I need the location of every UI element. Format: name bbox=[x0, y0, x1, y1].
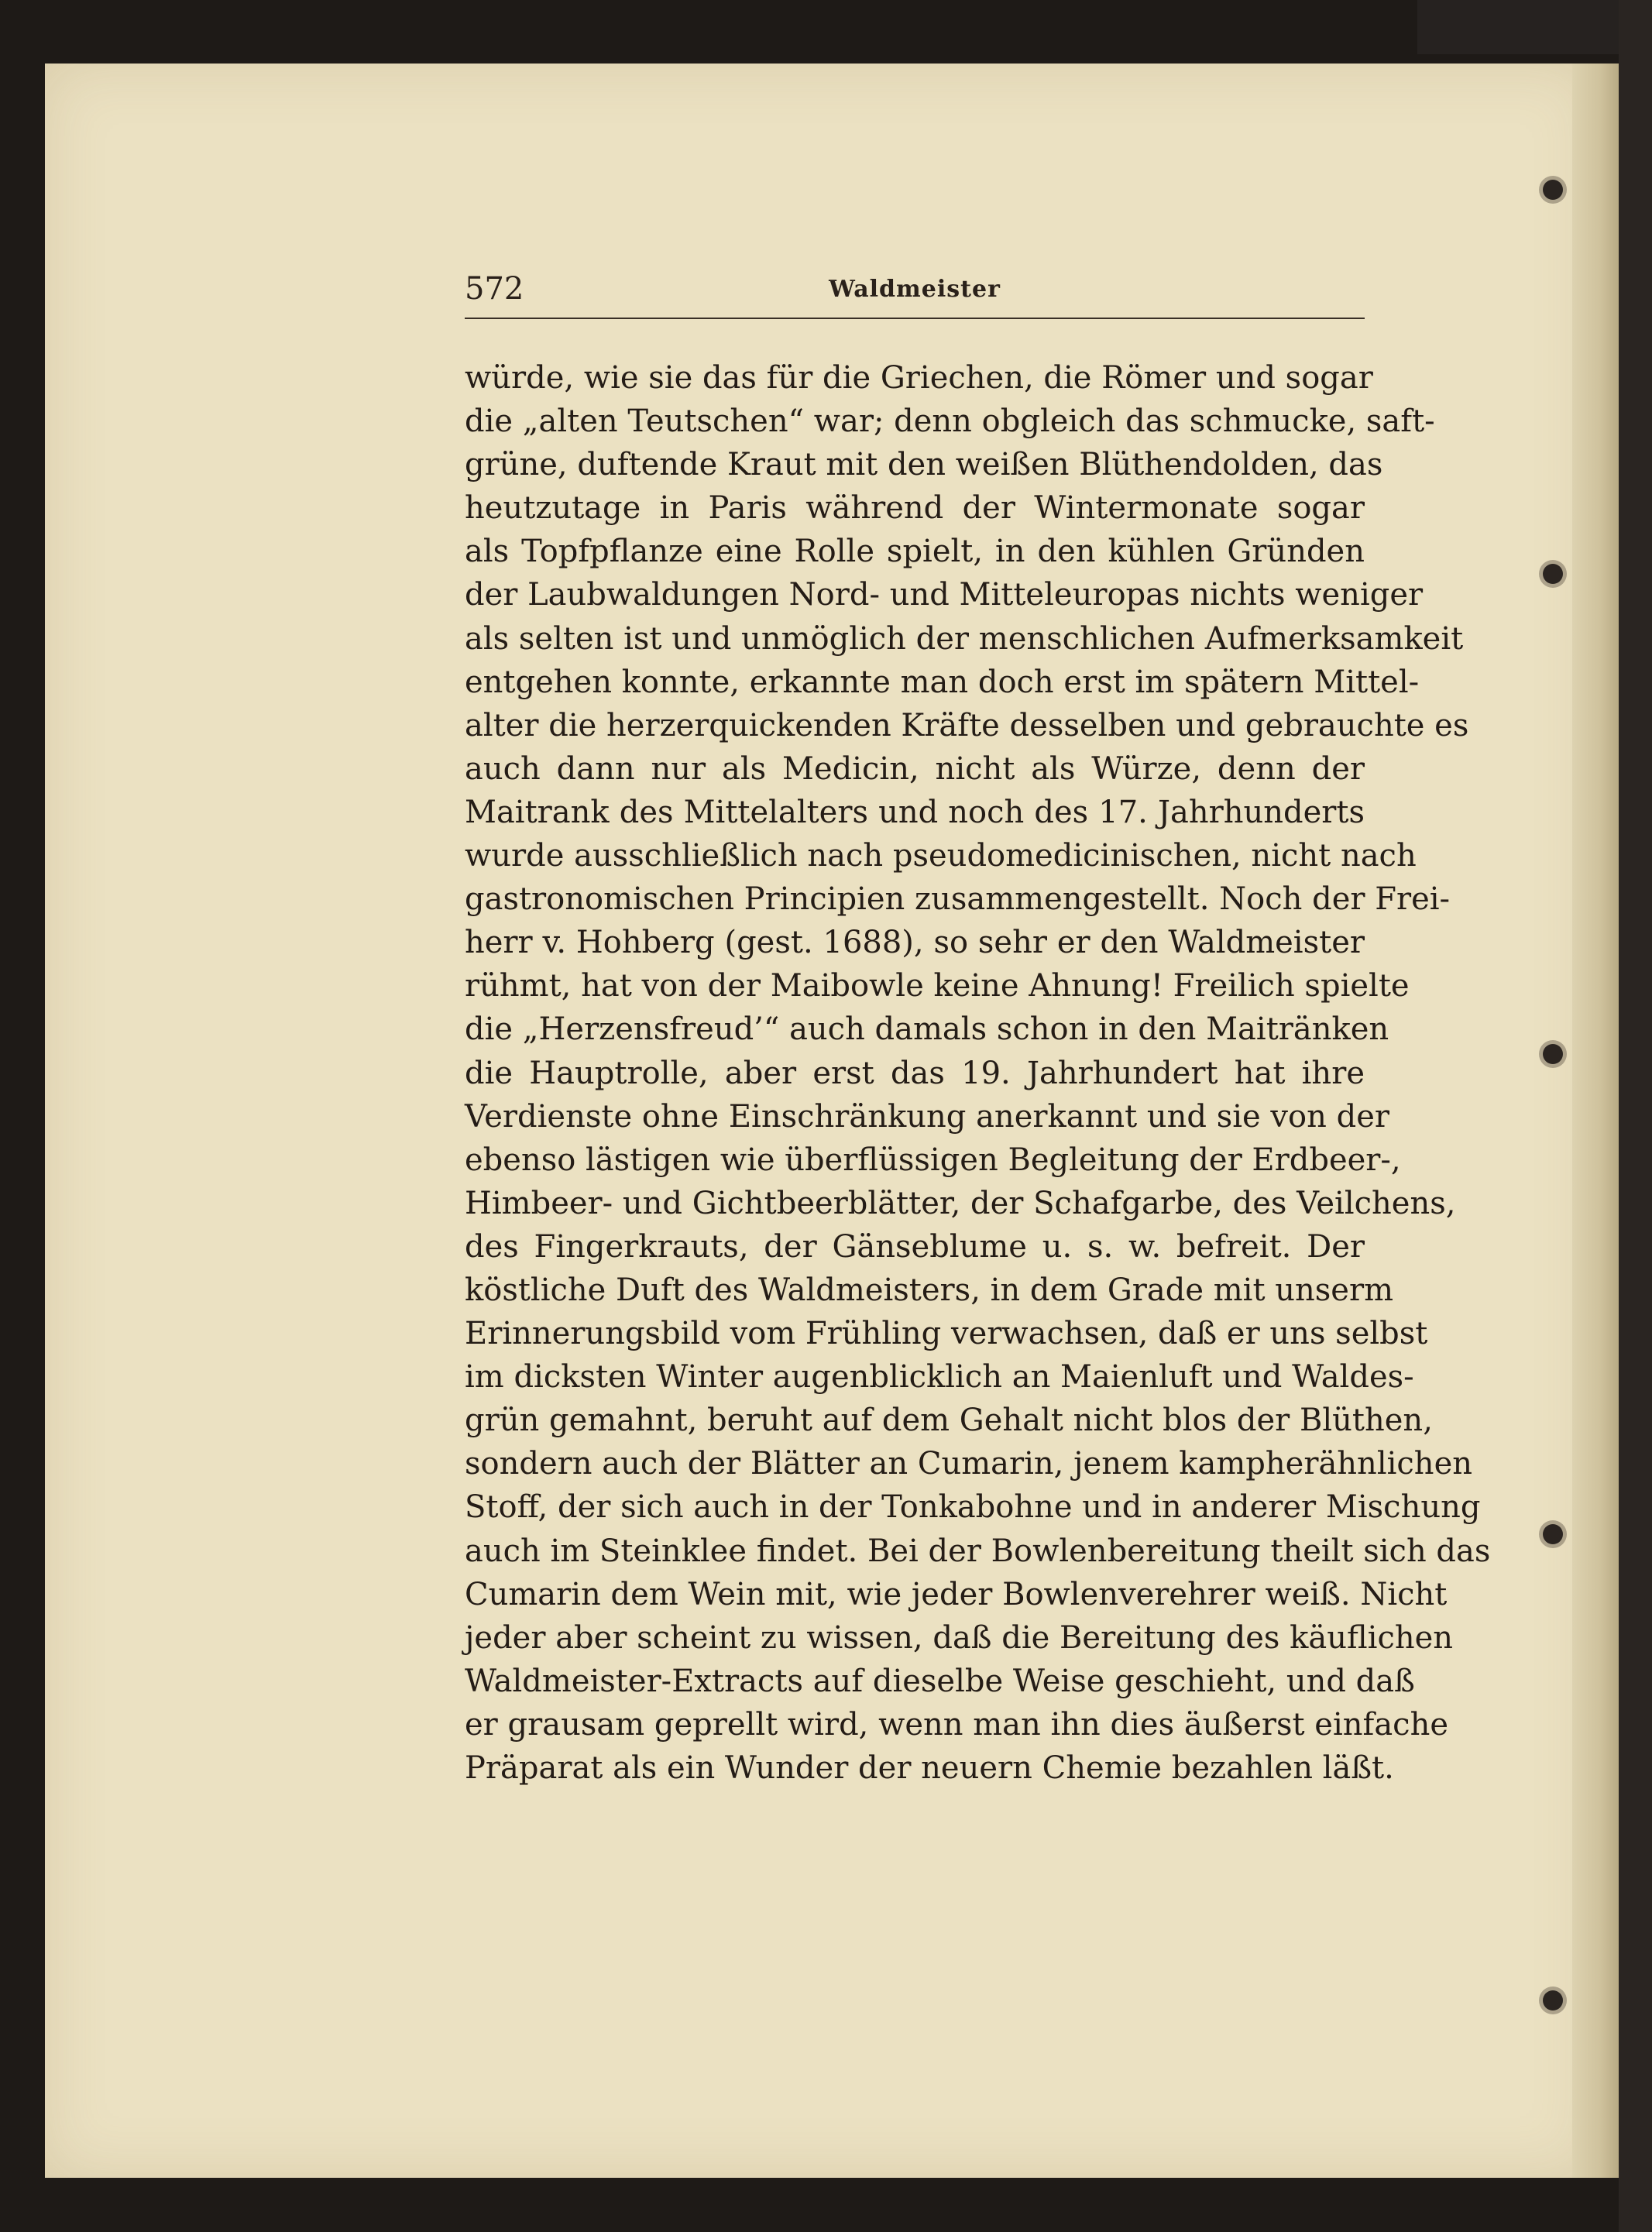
text-line: Verdienste ohne Einschränkung anerkannt und sie von der bbox=[465, 1098, 1389, 1135]
text-line: grüne, duftende Kraut mit den weißen Blüthendolden, das bbox=[465, 447, 1383, 483]
binding-stitch-icon bbox=[1543, 1990, 1563, 2011]
text-line: köstliche Duft des Waldmeisters, in dem Grade mit unserm bbox=[465, 1272, 1394, 1308]
page-edge bbox=[1572, 64, 1619, 2178]
text-line: auch dann nur als Medicin, nicht als Würze, denn der bbox=[465, 750, 1365, 787]
text-line: Cumarin dem Wein mit, wie jeder Bowlenverehrer weiß. Nicht bbox=[465, 1576, 1448, 1612]
text-line: im dicksten Winter augenblicklich an Maienluft und Waldes- bbox=[465, 1359, 1414, 1396]
text-line: heutzutage in Paris während der Wintermonate sogar bbox=[465, 490, 1365, 527]
text-line: jeder aber scheint zu wissen, daß die Bereitung des käuflichen bbox=[465, 1619, 1454, 1656]
text-line: entgehen konnte, erkannte man doch erst im spätern Mittel- bbox=[465, 664, 1420, 700]
text-line: würde, wie sie das für die Griechen, die Römer und sogar bbox=[465, 360, 1373, 396]
text-line: Erinnerungsbild vom Frühling verwachsen, daß er uns selbst bbox=[465, 1316, 1428, 1352]
text-line: als Topfpflanze eine Rolle spielt, in den kühlen Gründen bbox=[465, 534, 1365, 570]
text-line: grün gemahnt, beruht auf dem Gehalt nicht blos der Blüthen, bbox=[465, 1403, 1433, 1439]
binding-stitch-icon bbox=[1543, 1044, 1563, 1064]
text-line: rühmt, hat von der Maibowle keine Ahnung! Freilich spielte bbox=[465, 968, 1410, 1004]
body-text bbox=[465, 356, 1491, 1790]
text-line: herr v. Hohberg (gest. 1688), so sehr er den Waldmeister bbox=[465, 925, 1365, 961]
text-line: wurde ausschließlich nach pseudomedicinischen, nicht nach bbox=[465, 838, 1417, 874]
text-line: auch im Steinklee findet. Bei der Bowlenbereitung theilt sich das bbox=[465, 1533, 1491, 1569]
binding-stitch-icon bbox=[1543, 564, 1563, 584]
text-line: ebenso lästigen wie überflüssigen Begleitung der Erdbeer-, bbox=[465, 1142, 1401, 1178]
text-line: die Hauptrolle, aber erst das 19. Jahrhundert hat ihre bbox=[465, 1055, 1365, 1091]
running-head: Waldmeister bbox=[829, 276, 1001, 303]
text-line: die „Herzensfreud’“ auch damals schon in den Maitränken bbox=[465, 1011, 1389, 1048]
page-number: 572 bbox=[465, 271, 524, 307]
text-line: Stoff, der sich auch in der Tonkabohne und in anderer Mischung bbox=[465, 1489, 1481, 1526]
text-line: Himbeer- und Gichtbeerblätter, der Schafgarbe, des Veilchens, bbox=[465, 1185, 1456, 1221]
page-header bbox=[465, 271, 1365, 318]
text-line: des Fingerkrauts, der Gänseblume u. s. w. befreit. Der bbox=[465, 1228, 1365, 1265]
text-line: er grausam geprellt wird, wenn man ihn dies äußerst einfache bbox=[465, 1706, 1448, 1743]
text-line: Waldmeister-Extracts auf dieselbe Weise geschieht, und daß bbox=[465, 1663, 1415, 1699]
text-line: Präparat als ein Wunder der neuern Chemie bezahlen läßt. bbox=[465, 1750, 1394, 1786]
book-spine bbox=[1619, 0, 1652, 2232]
text-line: als selten ist und unmöglich der menschlichen Aufmerksamkeit bbox=[465, 620, 1464, 657]
text-line: die „alten Teutschen“ war; denn obgleich das schmucke, saft- bbox=[465, 403, 1435, 440]
text-line: gastronomischen Principien zusammengestellt. Noch der Frei- bbox=[465, 881, 1451, 918]
binding-stitch-icon bbox=[1543, 180, 1563, 200]
text-line: alter die herzerquickenden Kräfte desselben und gebrauchte es bbox=[465, 707, 1469, 743]
text-line: sondern auch der Blätter an Cumarin, jenem kampherähnlichen bbox=[465, 1446, 1472, 1482]
header-rule bbox=[465, 318, 1365, 319]
text-line: der Laubwaldungen Nord- und Mitteleuropas nichts weniger bbox=[465, 577, 1424, 613]
binding-stitch-icon bbox=[1543, 1524, 1563, 1544]
scan-background-top bbox=[1417, 0, 1652, 54]
text-line: Maitrank des Mittelalters und noch des 17. Jahrhunderts bbox=[465, 794, 1365, 830]
